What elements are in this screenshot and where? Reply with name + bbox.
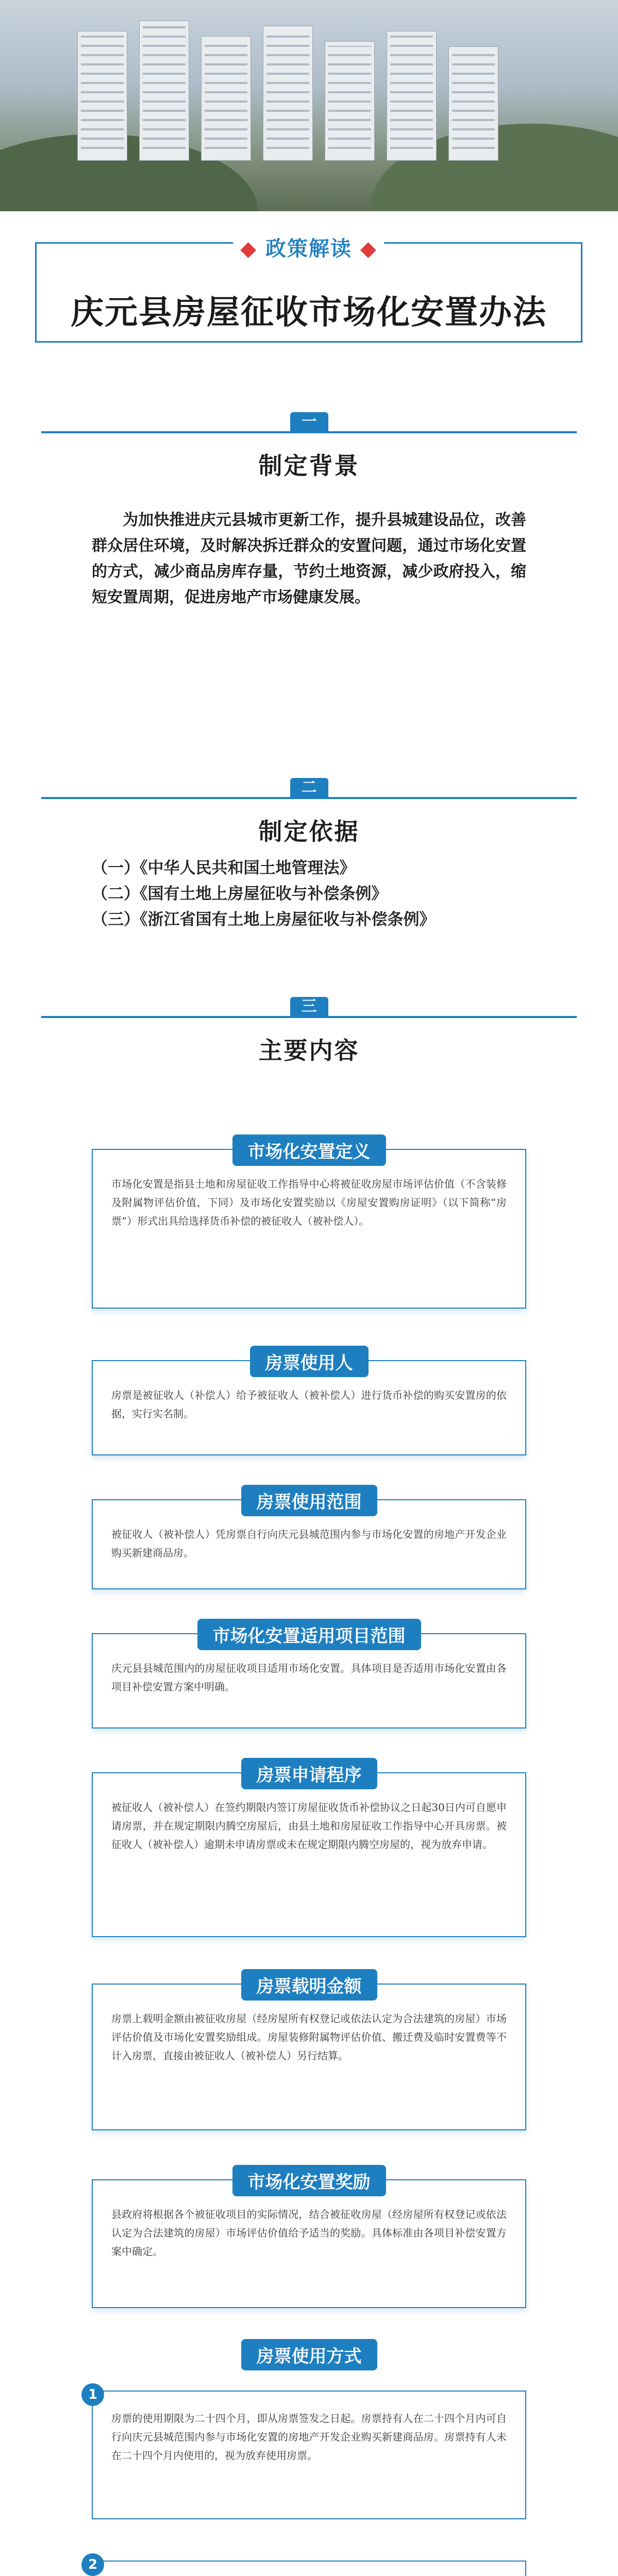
basis-list [92, 855, 526, 933]
basis-item: （一）《中华人民共和国土地管理法》 [92, 859, 356, 877]
background-text: 为加快推进庆元县城市更新工作，提升县城建设品位，改善群众居住环境，及时解决拆迁群众的安置问题，通过市场化安置的方式，减少商品房库存量，节约土地资源，减少政府投入，缩短安置周期，促进房地产市场健康发展。 [92, 511, 526, 606]
diamond-right-icon: ◆ [360, 237, 377, 261]
card-label: 房票使用范围 [241, 1485, 377, 1516]
section-basis-head [0, 778, 618, 847]
card-text: 县政府将根据各个被征收项目的实际情况，结合被征收房屋（经房屋所有权登记或依法认定为合法建筑的房屋）市场评估价值给予适当的奖励。具体标准由各项目补偿安置方案中确定。 [111, 2208, 507, 2258]
card-text: 房票是被征收人（补偿人）给予被征收人（被补偿人）进行货币补偿的购买安置房的依据，实行实名制。 [111, 1389, 507, 1420]
card-text: 被征收人（被补偿人）凭房票自行向庆元县城范围内参与市场化安置的房地产开发企业购买新建商品房。 [111, 1528, 507, 1559]
basis-item: （三）《浙江省国有土地上房屋征收与补偿条例》 [92, 910, 436, 929]
card-text: 被征收人（被补偿人）在签约期限内签订房屋征收货币补偿协议之日起30日内可自愿申请房票，并在规定期限内腾空房屋后，由县土地和房屋征收工作指导中心开具房票。被征收人（被补偿人）逾期未申请房票或未在规定期限内腾空房屋的，视为放弃申请。 [111, 1801, 507, 1851]
section-background-head [0, 412, 618, 481]
section-number: 三 [290, 997, 328, 1016]
card-text: 房票上载明金额由被征收房屋（经房屋所有权登记或依法认定为合法建筑的房屋）市场评估价值及市场化安置奖励组成。房屋装修附属物评估价值、搬迁费及临时安置费等不计入房票，直接由被征收人（被补偿人）另行结算。 [111, 2012, 507, 2062]
card-amount [92, 1976, 526, 2130]
item-number: 2 [81, 2553, 104, 2576]
section-number: 一 [290, 412, 328, 432]
card-label: 房票申请程序 [241, 1758, 377, 1789]
section-number: 二 [290, 778, 328, 798]
card-application [92, 1765, 526, 1937]
card-reward [92, 2172, 526, 2308]
section-title: 主要内容 [258, 1037, 360, 1064]
card-definition [92, 1142, 526, 1309]
section-title: 制定依据 [258, 818, 360, 845]
section-title: 制定背景 [258, 452, 360, 480]
card-label: 房票载明金额 [241, 1969, 377, 2001]
title-box [35, 237, 582, 343]
usage-label: 房票使用方式 [241, 2339, 377, 2370]
basis-item: （二）《国有土地上房屋征收与补偿条例》 [92, 885, 388, 903]
policy-tag-text: 政策解读 [265, 237, 352, 261]
card-text: 庆元县县城范围内的房屋征收项目适用市场化安置。具体项目是否适用市场化安置由各项目补偿安置方案中明确。 [111, 1662, 507, 1693]
card-user [92, 1353, 526, 1455]
usage-item [88, 2387, 526, 2519]
item-number: 1 [81, 2383, 104, 2406]
page-title: 庆元县房屋征收市场化安置办法 [71, 294, 547, 332]
card-project-scope [92, 1626, 526, 1728]
diamond-left-icon: ◆ [240, 237, 258, 261]
card-label: 房票使用人 [250, 1346, 369, 1377]
item-text: 房票的使用期限为二十四个月，即从房票签发之日起。房票持有人在二十四个月内可自行向庆元县城范围内参与市场化安置的房地产开发企业购买新建商品房。房票持有人未在二十四个月内使用的，视为放弃使用房票。 [111, 2412, 507, 2462]
card-label: 市场化安置适用项目范围 [197, 1619, 421, 1650]
header-photo [0, 0, 618, 211]
card-label: 市场化安置奖励 [232, 2165, 386, 2196]
usage-item [88, 2557, 526, 2576]
card-label: 市场化安置定义 [232, 1134, 386, 1166]
card-text: 市场化安置是指县土地和房屋征收工作指导中心将被征收房屋市场评估价值（不含装修及附属物评估价值，下同）及市场化安置奖励以《房屋安置购房证明》（以下简称“房票”）形式出具给选择货币补偿的被征收人（被补偿人）。 [111, 1178, 507, 1227]
section-content-head [0, 997, 618, 1066]
card-scope [92, 1492, 526, 1589]
policy-tag [233, 232, 384, 262]
